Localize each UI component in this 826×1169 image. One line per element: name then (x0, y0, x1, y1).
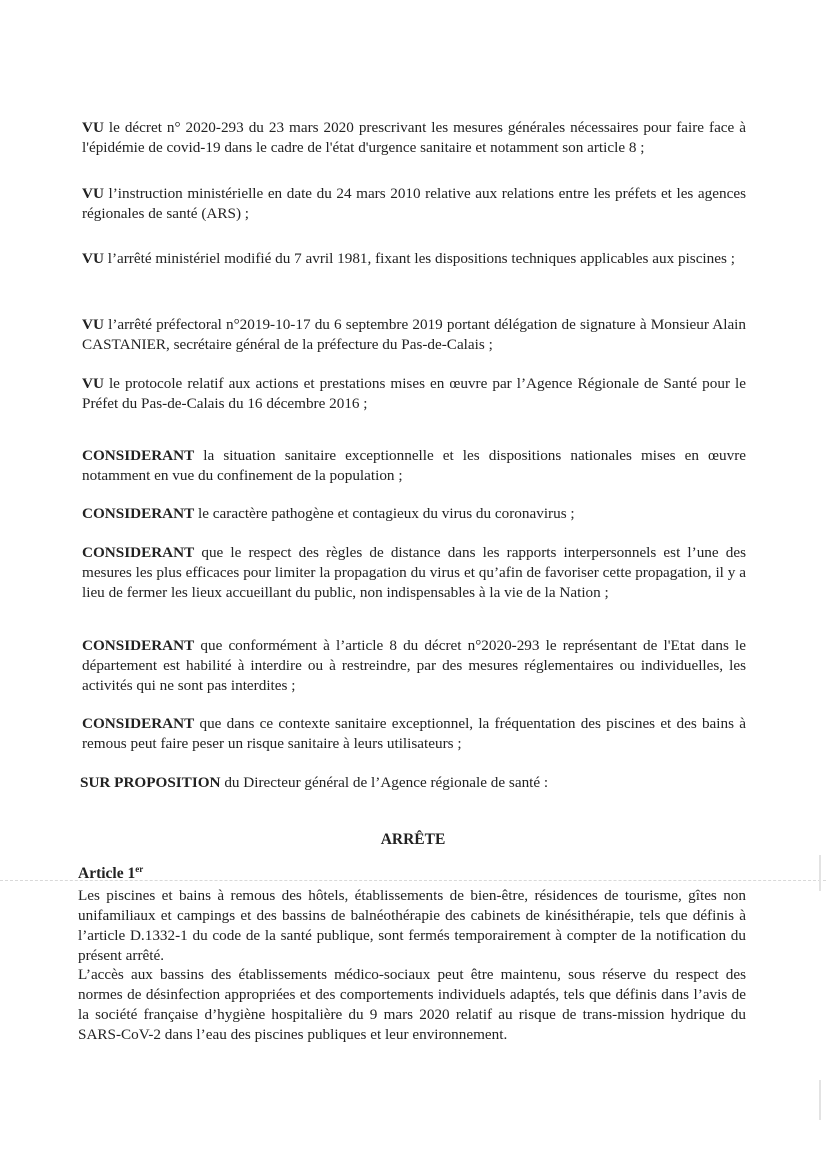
considerant-paragraph-2 (82, 504, 746, 524)
article-paragraph-2: L’accès aux bassins des établissements médico-sociaux peut être maintenu, sous réserve du respect des normes de désinfection appropriées et des comportements individuels adaptés, tels que définis dans l’avis de la société française d’hygiène hospitalière du 9 mars 2020 relatif au risque de trans-mission hydrique du SARS-CoV-2 dans l’eau des piscines publiques et leur environnement. (78, 966, 746, 1043)
scan-edge-mark (819, 855, 821, 891)
considerant-text: que conformément à l’article 8 du décret n°2020-293 le représentant de l'Etat dans le département est habilité à interdire ou à restreindre, par des mesures réglementaires ou individuelles, les activités qui ne sont pas interdites ; (82, 637, 746, 694)
visa-text: le protocole relatif aux actions et prestations mises en œuvre par l’Agence Régionale de Santé pour le Préfet du Pas-de-Calais du 16 décembre 2016 ; (82, 375, 746, 412)
proposition-paragraph (80, 773, 744, 793)
visa-paragraph-4 (82, 315, 746, 355)
visa-lead: VU (82, 250, 104, 267)
visa-text: l’arrêté préfectoral n°2019-10-17 du 6 septembre 2019 portant délégation de signature à Monsieur Alain CASTANIER, secrétaire général de la préfecture du Pas-de-Calais ; (82, 316, 746, 353)
considerant-lead: CONSIDERANT (82, 715, 195, 732)
visa-paragraph-3 (82, 249, 746, 269)
scan-edge-mark (819, 1080, 821, 1120)
considerant-text: le caractère pathogène et contagieux du virus du coronavirus ; (194, 505, 575, 522)
visa-lead: VU (82, 316, 104, 333)
article-paragraph-1: Les piscines et bains à remous des hôtels, établissements de bien-être, résidences de tourisme, gîtes non unifamiliaux et campings et des bassins de balnéothérapie des cabinets de kinésithérapie, tels que définis à l’article D.1332-1 du code de la santé publique, sont fermés temporairement à compter de la notification du présent arrêté. (78, 887, 746, 964)
considerant-paragraph-1 (82, 446, 746, 486)
visa-paragraph-5 (82, 374, 746, 414)
visa-text: l’instruction ministérielle en date du 24 mars 2010 relative aux relations entre les préfets et les agences régionales de santé (ARS) ; (82, 185, 746, 222)
considerant-lead: CONSIDERANT (82, 637, 195, 654)
visa-paragraph-2 (82, 184, 746, 224)
visa-text: l’arrêté ministériel modifié du 7 avril 1981, fixant les dispositions techniques applicables aux piscines ; (103, 250, 735, 267)
considerant-lead: CONSIDERANT (82, 447, 195, 464)
visa-lead: VU (82, 185, 104, 202)
visa-lead: VU (82, 375, 104, 392)
considerant-lead: CONSIDERANT (82, 544, 195, 561)
article-heading-label: Article 1 (78, 865, 136, 882)
considerant-paragraph-5 (82, 714, 746, 754)
visa-text: le décret n° 2020-293 du 23 mars 2020 prescrivant les mesures générales nécessaires pour faire face à l'épidémie de covid-19 dans le cadre de l'état d'urgence sanitaire et notamment son article 8 ; (82, 119, 746, 156)
visa-paragraph-1 (82, 118, 746, 158)
considerant-paragraph-3 (82, 543, 746, 603)
considerant-paragraph-4 (82, 636, 746, 696)
article-heading-suffix: er (135, 864, 144, 874)
decision-title: ARRÊTE (380, 831, 446, 848)
visa-lead: VU (82, 119, 104, 136)
considerant-text: la situation sanitaire exceptionnelle et les dispositions nationales mises en œuvre notamment en vue du confinement de la population ; (82, 447, 746, 484)
article-heading (78, 864, 143, 883)
considerant-text: que le respect des règles de distance dans les rapports interpersonnels est l’une des mesures les plus efficaces pour limiter la propagation du virus et qu’afin de favoriser cette propagation, il y a lieu de fermer les lieux accueillant du public, non indispensables à la vie de la Nation ; (82, 544, 746, 601)
considerant-text: que dans ce contexte sanitaire exceptionnel, la fréquentation des piscines et des bains à remous peut faire peser un risque sanitaire à leurs utilisateurs ; (82, 715, 746, 752)
proposition-text: du Directeur général de l’Agence régionale de santé : (220, 774, 549, 791)
proposition-lead: SUR PROPOSITION (80, 774, 221, 791)
considerant-lead: CONSIDERANT (82, 505, 195, 522)
